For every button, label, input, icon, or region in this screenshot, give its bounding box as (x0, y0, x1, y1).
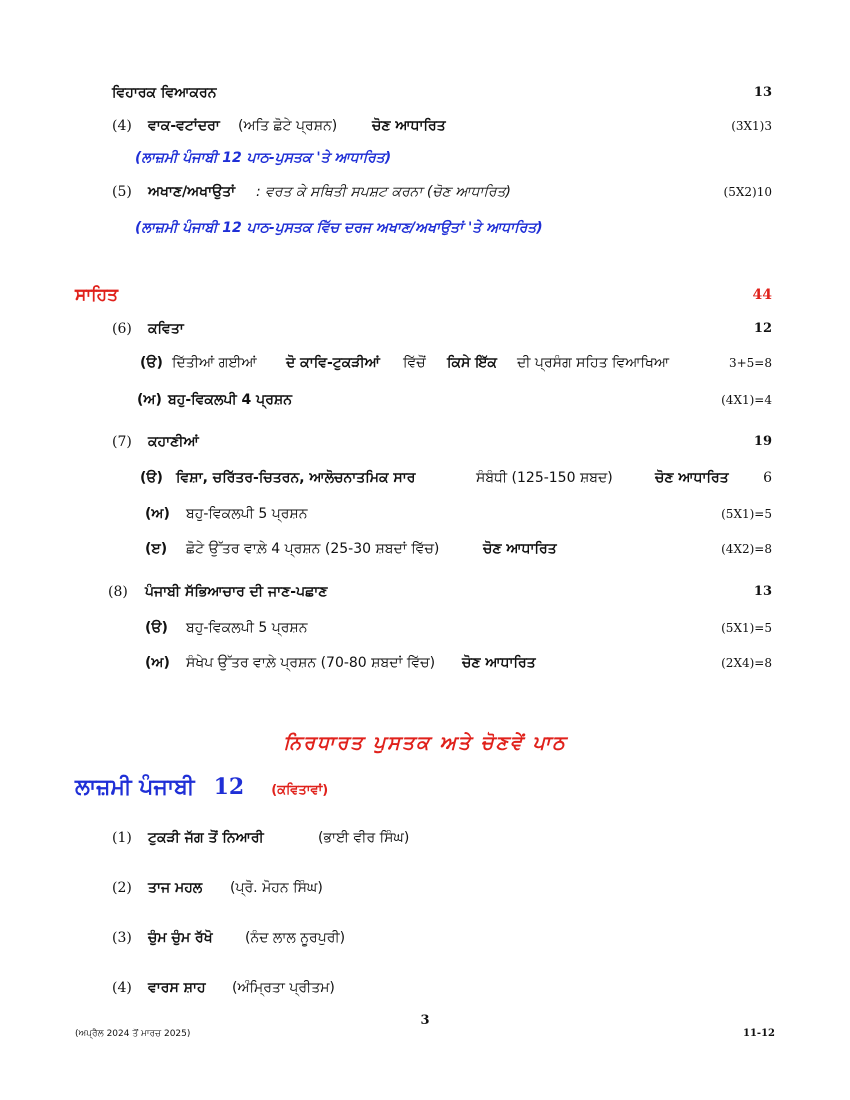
poem-1-title: ਟੁਕੜੀ ਜੱਗ ਤੋਂ ਨਿਆਰੀ (148, 830, 264, 846)
q6b-row (0, 388, 850, 412)
note1: (ਲਾਜ਼ਮੀ ਪੰਜਾਬੀ 12 ਪਾਠ-ਪੁਸਤਕ 'ਤੇ ਆਧਾਰਿਤ) (135, 150, 392, 166)
literature-heading-row (0, 283, 850, 307)
q6-marks: 12 (753, 321, 772, 336)
grammar-heading-row (0, 81, 850, 105)
poem-4-title: ਵਾਰਸ ਸ਼ਾਹ (148, 980, 206, 996)
q6b-marks: (4X1)=4 (721, 393, 772, 407)
q4-number: (4) (112, 118, 132, 134)
q8-title: ਪੰਜਾਬੀ ਸੱਭਿਆਚਾਰ ਦੀ ਜਾਣ-ਪਛਾਣ (145, 584, 328, 600)
q4-choice: ਚੋਣ ਆਧਾਰਿਤ (372, 118, 446, 134)
poem-3-title: ਚੁੰਮ ਚੁੰਮ ਰੱਖੋ (148, 930, 213, 946)
q7c-label: (ੲ) (145, 541, 168, 557)
q7a-text: ਸੰਬੰਧੀ (125-150 ਸ਼ਬਦ) (476, 470, 613, 486)
poem-2-author: (ਪ੍ਰੋ. ਮੋਹਨ ਸਿੰਘ) (230, 880, 323, 896)
footer-date: (ਅਪ੍ਰੈਲ 2024 ਤੋਂ ਮਾਰਚ 2025) (75, 1029, 191, 1039)
literature-marks: 44 (752, 287, 772, 303)
q8-number: (8) (108, 584, 128, 600)
q4-marks: (3X1)3 (731, 119, 772, 133)
q5-row (0, 180, 850, 204)
q8b-text: ਸੰਖੇਪ ਉੱਤਰ ਵਾਲ਼ੇ ਪ੍ਰਸ਼ਨ (70-80 ਸ਼ਬਦਾਂ ਵਿੱਚ) (186, 655, 436, 671)
q5-number: (5) (112, 184, 132, 200)
q7a-marks: 6 (763, 470, 772, 486)
q7-marks: 19 (753, 434, 772, 449)
q6a-row (0, 351, 850, 375)
q7-title: ਕਹਾਣੀਆਂ (148, 434, 199, 450)
q8a-row (0, 616, 850, 640)
q4-title: ਵਾਕ-ਵਟਾਂਦਰਾ (148, 118, 220, 134)
q8b-choice: ਚੋਣ ਆਧਾਰਿਤ (462, 655, 536, 671)
q6a-post: ਦੀ ਪ੍ਰਸੰਗ ਸਹਿਤ ਵਿਆਖਿਆ (517, 355, 670, 371)
q8b-label: (ਅ) (145, 655, 170, 671)
book-number: 12 (213, 774, 245, 800)
q7c-row (0, 537, 850, 561)
q6a-pre: ਦਿੱਤੀਆਂ ਗਈਆਂ (172, 355, 257, 371)
q6a-mid: ਵਿੱਚੋਂ (403, 355, 426, 371)
q7a-bold: ਵਿਸ਼ਾ, ਚਰਿੱਤਰ-ਚਿਤਰਨ, ਆਲੋਚਨਾਤਮਿਕ ਸਾਰ (176, 470, 416, 486)
q7-number: (7) (112, 434, 132, 450)
q7a-label: (ੳ) (140, 470, 163, 486)
q7-row (0, 430, 850, 454)
q7b-text: ਬਹੁ-ਵਿਕਲਪੀ 5 ਪ੍ਰਸ਼ਨ (186, 506, 308, 522)
literature-heading: ਸਾਹਿਤ (75, 285, 118, 305)
q4-row (0, 114, 850, 138)
book-subtitle: (ਕਵਿਤਾਵਾਂ) (271, 783, 329, 798)
q8a-marks: (5X1)=5 (721, 621, 772, 635)
q7c-choice: ਚੋਣ ਆਧਾਰਿਤ (483, 541, 557, 557)
poem-1-number: (1) (112, 830, 132, 846)
q8b-marks: (2X4)=8 (721, 656, 772, 670)
poem-4-number: (4) (112, 980, 132, 996)
page-number: 3 (420, 1013, 430, 1028)
q7a-choice: ਚੋਣ ਆਧਾਰਿਤ (655, 470, 729, 486)
poem-2-title: ਤਾਜ ਮਹਲ (148, 880, 203, 896)
poem-row (0, 976, 850, 1000)
poem-3-author: (ਨੰਦ ਲਾਲ ਨੂਰਪੁਰੀ) (245, 930, 346, 946)
poem-row (0, 876, 850, 900)
q6-title: ਕਵਿਤਾ (148, 321, 184, 337)
q6a-bold1: ਦੋ ਕਾਵਿ-ਟੁਕੜੀਆਂ (286, 355, 380, 371)
book-title-row (75, 772, 328, 804)
q7c-marks: (4X2)=8 (721, 542, 772, 556)
note2: (ਲਾਜ਼ਮੀ ਪੰਜਾਬੀ 12 ਪਾਠ-ਪੁਸਤਕ ਵਿੱਚ ਦਰਜ ਅਖਾਣ/ਅਖਾਉਤਾਂ 'ਤੇ ਆਧਾਰਿਤ) (135, 220, 543, 236)
q6b-label: (ਅ) (137, 392, 162, 408)
q7a-row (0, 466, 850, 490)
q6-row (0, 317, 850, 341)
poem-2-number: (2) (112, 880, 132, 896)
prescribed-title: ਨਿਰਧਾਰਤ ਪੁਸਤਕ ਅਤੇ ਚੋਣਵੇਂ ਪਾਠ (283, 732, 567, 754)
poem-row (0, 926, 850, 950)
poem-4-author: (ਅੰਮ੍ਰਿਤਾ ਪ੍ਰੀਤਮ) (232, 980, 335, 996)
q7b-row (0, 502, 850, 526)
q8-marks: 13 (753, 584, 772, 599)
footer-class-range: 11-12 (743, 1028, 775, 1039)
q4-paren: (ਅਤਿ ਛੋਟੇ ਪ੍ਰਸ਼ਨ) (238, 118, 338, 134)
prescribed-title-row (0, 728, 850, 759)
q8a-text: ਬਹੁ-ਵਿਕਲਪੀ 5 ਪ੍ਰਸ਼ਨ (186, 620, 308, 636)
book-title: ਲਾਜ਼ਮੀ ਪੰਜਾਬੀ (75, 775, 195, 800)
q5-title: ਅਖਾਣ/ਅਖਾਉਤਾਂ (148, 184, 236, 200)
q7c-text: ਛੋਟੇ ਉੱਤਰ ਵਾਲ਼ੇ 4 ਪ੍ਰਸ਼ਨ (25-30 ਸ਼ਬਦਾਂ ਵਿੱਚ) (186, 541, 440, 557)
q8-row (0, 580, 850, 604)
q7b-marks: (5X1)=5 (721, 507, 772, 521)
q5-text: : ਵਰਤ ਕੇ ਸਥਿਤੀ ਸਪਸ਼ਟ ਕਰਨਾ (ਚੋਣ ਆਧਾਰਿਤ) (256, 184, 512, 200)
q8a-label: (ੳ) (145, 620, 168, 636)
note1-row (0, 146, 850, 170)
poem-row (0, 826, 850, 850)
q8b-row (0, 651, 850, 675)
q6b-text: ਬਹੁ-ਵਿਕਲਪੀ 4 ਪ੍ਰਸ਼ਨ (168, 392, 292, 408)
q6a-label: (ੳ) (140, 355, 163, 371)
q5-marks: (5X2)10 (723, 185, 772, 199)
q6-number: (6) (112, 321, 132, 337)
q6a-marks: 3+5=8 (728, 356, 772, 370)
poem-1-author: (ਭਾਈ ਵੀਰ ਸਿੰਘ) (318, 830, 410, 846)
poem-3-number: (3) (112, 930, 132, 946)
q7b-label: (ਅ) (145, 506, 170, 522)
grammar-marks: 13 (753, 85, 772, 100)
note2-row (0, 216, 850, 240)
q6a-bold2: ਕਿਸੇ ਇੱਕ (447, 355, 497, 371)
grammar-heading: ਵਿਹਾਰਕ ਵਿਆਕਰਨ (112, 85, 217, 101)
footer-page-row (0, 1013, 850, 1028)
